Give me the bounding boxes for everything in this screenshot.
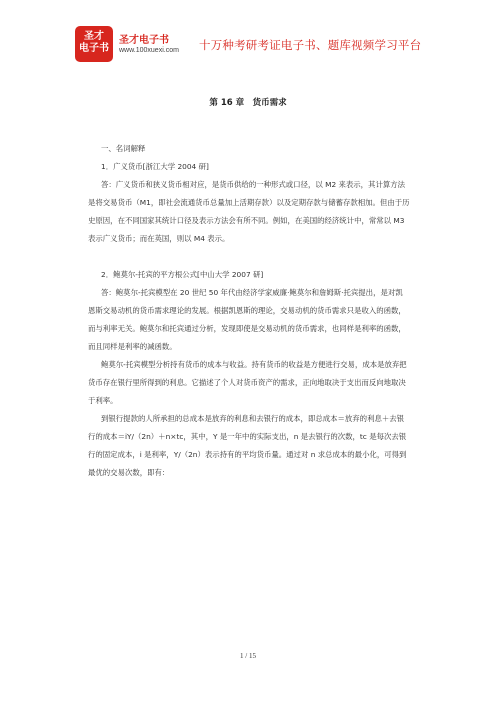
- logo: [75, 26, 113, 62]
- question-1-answer: 答：广义货币和狭义货币相对应，是货币供给的一种形式或口径，以 M2 来表示，其计算方法是将交易货币（M1，即社会流通货币总量加上活期存款）以及定期存款与储蓄存款相加。但由于历史原因，在不同国家其统计口径及表示方法会有所不同。例如，在美国的经济统计中，常常以 M3 表示广义货币；而在英国，则以 M4 表示。: [88, 180, 410, 243]
- brand-url[interactable]: www.100xuexi.com: [119, 47, 179, 54]
- section-heading: 一、名词解释: [101, 144, 146, 153]
- page-header: [75, 26, 435, 64]
- question-2-title: 2．鲍莫尔-托宾的平方根公式[中山大学 2007 研]: [101, 270, 264, 279]
- question-2-answer-para-3: 到银行提款的人所承担的总成本是放弃的利息和去银行的成本，即总成本＝放弃的利息＋去银行的成本＝iY/（2n）＋n×tc，其中，Y 是一年中的实际支出，n 是去银行的次数，tc 是每次去银行的固定成本，i 是利率，Y/（2n）表示持有的平均货币量。通过对 n 求总成本的最小化，可得到最优的交易次数，即有：: [88, 414, 407, 477]
- question-1-title: 1．广义货币[浙江大学 2004 研]: [101, 162, 209, 171]
- brand-name: 圣才电子书: [119, 35, 169, 46]
- question-2-answer-para-1: 答：鲍莫尔-托宾模型在 20 世纪 50 年代由经济学家威廉·鲍莫尔和詹姆斯·托宾提出，是对凯恩斯交易动机的货币需求理论的发展。根据凯恩斯的理论，交易动机的货币需求只是收入的函数，而与利率无关。鲍莫尔和托宾通过分析，发现即使是交易动机的货币需求，也同样是利率的函数，而且同样是利率的减函数。: [88, 288, 406, 351]
- paragraph-gap: [88, 248, 410, 266]
- chapter-title: 第 16 章 货币需求: [209, 98, 287, 108]
- logo-line-2: 电子书: [79, 43, 109, 54]
- logo-line-1: 圣才: [84, 31, 104, 42]
- question-2-answer-para-2: 鲍莫尔-托宾模型分析持有货币的成本与收益。持有货币的收益是方便进行交易，成本是放弃把货币存在银行里所得到的利息。它描述了个人对货币资产的需求，正向地取决于支出而反向地取决于利率。: [88, 360, 407, 405]
- document-body: [88, 140, 410, 482]
- header-slogan: 十万种考研考证电子书、题库视频学习平台: [199, 38, 422, 52]
- page-number: 1 / 15: [240, 652, 256, 660]
